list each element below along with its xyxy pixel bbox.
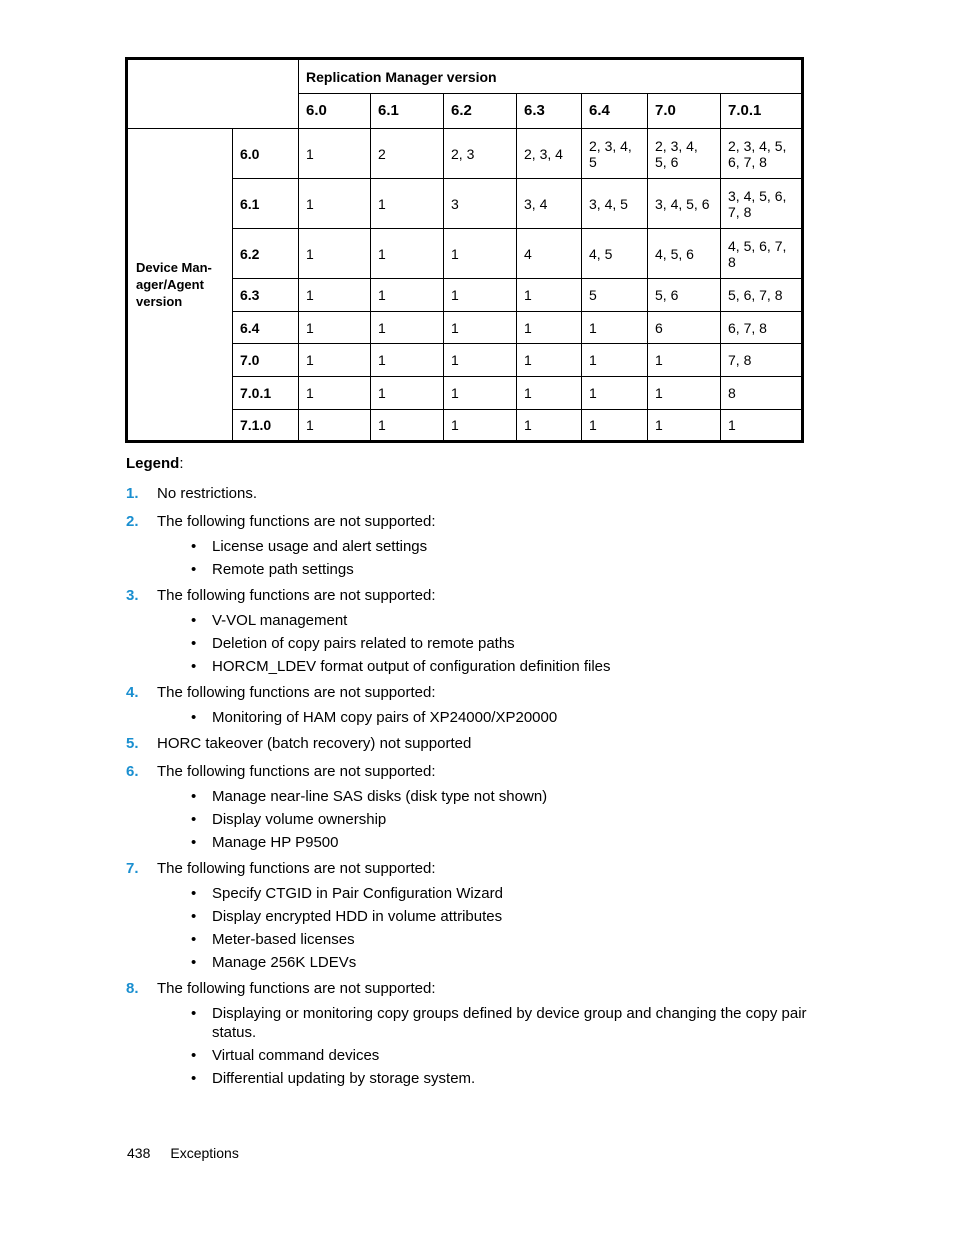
table-corner-cell — [127, 59, 299, 129]
table-cell: 2, 3, 4, 5 — [582, 129, 648, 179]
legend-item-text: The following functions are not supported: — [157, 513, 436, 530]
bullet-icon: • — [191, 908, 197, 925]
version-header-cell: 7.0.1 — [721, 94, 803, 129]
table-cell: 2, 3, 4, 5, 6 — [648, 129, 721, 179]
table-cell: 3, 4, 5, 6 — [648, 179, 721, 229]
table-cell: 2, 3, 4 — [517, 129, 582, 179]
legend-item-number: 1. — [126, 485, 139, 502]
bullet-icon: • — [191, 538, 197, 555]
legend-item-number: 8. — [126, 980, 139, 997]
device-manager-agent-version-label: Device Man- ager/Agent version — [127, 129, 233, 442]
version-header-cell: 6.3 — [517, 94, 582, 129]
table-cell: 1 — [371, 279, 444, 312]
table-cell: 1 — [299, 344, 371, 377]
legend-item-text: The following functions are not supported: — [157, 587, 436, 604]
legend-subitem-text: Displaying or monitoring copy groups defined by device group and changing the copy pair status. — [212, 1005, 807, 1041]
legend-subitem — [157, 634, 816, 653]
row-version-label: 7.0 — [233, 344, 299, 377]
legend-item-text: HORC takeover (batch recovery) not supported — [157, 735, 472, 752]
bullet-icon: • — [191, 635, 197, 652]
table-cell: 1 — [517, 410, 582, 442]
table-cell: 1 — [582, 410, 648, 442]
table-cell: 4, 5, 6, 7, 8 — [721, 229, 803, 279]
table-cell: 3, 4, 5 — [582, 179, 648, 229]
legend-subitem-text: Specify CTGID in Pair Configuration Wizard — [212, 885, 503, 902]
table-cell: 5 — [582, 279, 648, 312]
legend-subitem-text: Deletion of copy pairs related to remote paths — [212, 635, 515, 652]
bullet-icon: • — [191, 834, 197, 851]
row-version-label: 7.1.0 — [233, 410, 299, 442]
legend-sublist — [157, 787, 816, 852]
table-cell: 1 — [582, 377, 648, 410]
table-cell: 1 — [444, 410, 517, 442]
table-cell: 1 — [444, 279, 517, 312]
legend-item — [126, 681, 816, 727]
legend-subitem — [157, 708, 816, 727]
table-cell: 3, 4 — [517, 179, 582, 229]
table-cell: 1 — [299, 312, 371, 344]
bullet-icon: • — [191, 561, 197, 578]
legend-subitem-text: Manage HP P9500 — [212, 834, 339, 851]
table-cell: 4 — [517, 229, 582, 279]
legend-item-text: The following functions are not supported: — [157, 860, 436, 877]
legend-subitem-text: Virtual command devices — [212, 1047, 380, 1064]
table-cell: 1 — [648, 410, 721, 442]
legend-item-text: The following functions are not supported: — [157, 980, 436, 997]
legend-item-text: The following functions are not supported: — [157, 763, 436, 780]
table-cell: 1 — [299, 279, 371, 312]
legend-sublist — [157, 708, 816, 727]
table-cell: 1 — [517, 279, 582, 312]
table-cell: 7, 8 — [721, 344, 803, 377]
table-cell: 1 — [582, 312, 648, 344]
row-version-label: 6.2 — [233, 229, 299, 279]
table-cell: 1 — [371, 229, 444, 279]
table-cell: 3 — [444, 179, 517, 229]
table-cell: 1 — [444, 312, 517, 344]
legend-subitem-text: Display encrypted HDD in volume attributes — [212, 908, 503, 925]
legend-subitem — [157, 537, 816, 556]
table-cell: 1 — [517, 377, 582, 410]
legend-label: Legend — [126, 455, 180, 472]
table-cell: 1 — [444, 229, 517, 279]
page-footer — [127, 1145, 239, 1161]
legend-subitem-text: Meter-based licenses — [212, 931, 355, 948]
legend-subitem — [157, 1069, 816, 1088]
table-cell: 1 — [721, 410, 803, 442]
bullet-icon: • — [191, 1070, 197, 1087]
table-cell: 2, 3, 4, 5, 6, 7, 8 — [721, 129, 803, 179]
legend-subitem — [157, 884, 816, 903]
version-header-cell: 6.1 — [371, 94, 444, 129]
legend-sublist — [157, 884, 816, 972]
legend-item-number: 2. — [126, 513, 139, 530]
table-cell: 1 — [517, 312, 582, 344]
legend-subitem-text: Display volume ownership — [212, 811, 387, 828]
legend-item-text: The following functions are not supported: — [157, 684, 436, 701]
table-cell: 1 — [371, 377, 444, 410]
legend-subitem-text: Remote path settings — [212, 561, 354, 578]
legend-item-number: 6. — [126, 763, 139, 780]
bullet-icon: • — [191, 1047, 197, 1064]
legend-item — [126, 510, 816, 579]
legend-item-number: 7. — [126, 860, 139, 877]
legend-subitem — [157, 1046, 816, 1065]
bullet-icon: • — [191, 885, 197, 902]
table-cell: 1 — [648, 377, 721, 410]
legend-item-number: 4. — [126, 684, 139, 701]
table-cell: 4, 5 — [582, 229, 648, 279]
legend-subitem — [157, 1004, 816, 1042]
legend-item-text: No restrictions. — [157, 485, 258, 502]
legend-subitem-text: License usage and alert settings — [212, 538, 428, 555]
legend-item — [126, 760, 816, 852]
table-cell: 1 — [371, 410, 444, 442]
legend-subitem-text: V-VOL management — [212, 612, 348, 629]
row-version-label: 6.3 — [233, 279, 299, 312]
legend-subitem — [157, 611, 816, 630]
version-header-cell: 7.0 — [648, 94, 721, 129]
table-cell: 1 — [299, 179, 371, 229]
bullet-icon: • — [191, 954, 197, 971]
table-cell: 2, 3 — [444, 129, 517, 179]
legend-item — [126, 857, 816, 972]
bullet-icon: • — [191, 658, 197, 675]
bullet-icon: • — [191, 709, 197, 726]
table-cell: 4, 5, 6 — [648, 229, 721, 279]
bullet-icon: • — [191, 931, 197, 948]
row-version-label: 7.0.1 — [233, 377, 299, 410]
table-cell: 1 — [371, 179, 444, 229]
compatibility-table-body — [127, 59, 803, 442]
legend-item — [126, 732, 816, 755]
table-cell: 1 — [371, 312, 444, 344]
table-cell: 1 — [299, 229, 371, 279]
row-version-label: 6.4 — [233, 312, 299, 344]
section-name: Exceptions — [170, 1145, 239, 1161]
legend-item — [126, 482, 816, 505]
legend-subitem-text: Monitoring of HAM copy pairs of XP24000/XP20000 — [212, 709, 558, 726]
legend-sublist — [157, 1004, 816, 1088]
table-cell: 2 — [371, 129, 444, 179]
version-header-cell: 6.4 — [582, 94, 648, 129]
table-cell: 1 — [517, 344, 582, 377]
table-cell: 1 — [299, 377, 371, 410]
legend-subitem — [157, 833, 816, 852]
table-cell: 6, 7, 8 — [721, 312, 803, 344]
legend-subitem-text: Manage 256K LDEVs — [212, 954, 357, 971]
legend-subitem — [157, 810, 816, 829]
table-cell: 1 — [648, 344, 721, 377]
legend-subitem-text: Differential updating by storage system. — [212, 1070, 476, 1087]
legend-subitem — [157, 930, 816, 949]
table-cell: 1 — [582, 344, 648, 377]
legend-sublist — [157, 611, 816, 676]
row-version-label: 6.1 — [233, 179, 299, 229]
legend-sublist — [157, 537, 816, 579]
table-cell: 1 — [371, 344, 444, 377]
compatibility-table — [125, 57, 804, 443]
legend-subitem — [157, 657, 816, 676]
legend-subitem — [157, 953, 816, 972]
legend-subitem-text: Manage near-line SAS disks (disk type not shown) — [212, 788, 548, 805]
table-cell: 5, 6 — [648, 279, 721, 312]
legend-list — [126, 482, 816, 1093]
legend-item-number: 3. — [126, 587, 139, 604]
legend-heading: Legend: — [126, 455, 184, 472]
bullet-icon: • — [191, 811, 197, 828]
legend-subitem — [157, 560, 816, 579]
bullet-icon: • — [191, 612, 197, 629]
legend-item — [126, 977, 816, 1088]
legend-subitem — [157, 787, 816, 806]
table-cell: 1 — [444, 377, 517, 410]
bullet-icon: • — [191, 788, 197, 805]
bullet-icon: • — [191, 1005, 197, 1022]
replication-manager-version-header: Replication Manager version — [299, 59, 803, 94]
legend-item — [126, 584, 816, 676]
legend-subitem — [157, 907, 816, 926]
version-header-cell: 6.0 — [299, 94, 371, 129]
table-row — [127, 129, 803, 179]
version-header-cell: 6.2 — [444, 94, 517, 129]
table-cell: 6 — [648, 312, 721, 344]
table-cell: 1 — [299, 129, 371, 179]
table-cell: 1 — [444, 344, 517, 377]
legend-item-number: 5. — [126, 735, 139, 752]
table-cell: 1 — [299, 410, 371, 442]
table-cell: 8 — [721, 377, 803, 410]
row-version-label: 6.0 — [233, 129, 299, 179]
legend-subitem-text: HORCM_LDEV format output of configuration definition files — [212, 658, 611, 675]
table-cell: 3, 4, 5, 6, 7, 8 — [721, 179, 803, 229]
page-number: 438 — [127, 1145, 151, 1161]
table-cell: 5, 6, 7, 8 — [721, 279, 803, 312]
